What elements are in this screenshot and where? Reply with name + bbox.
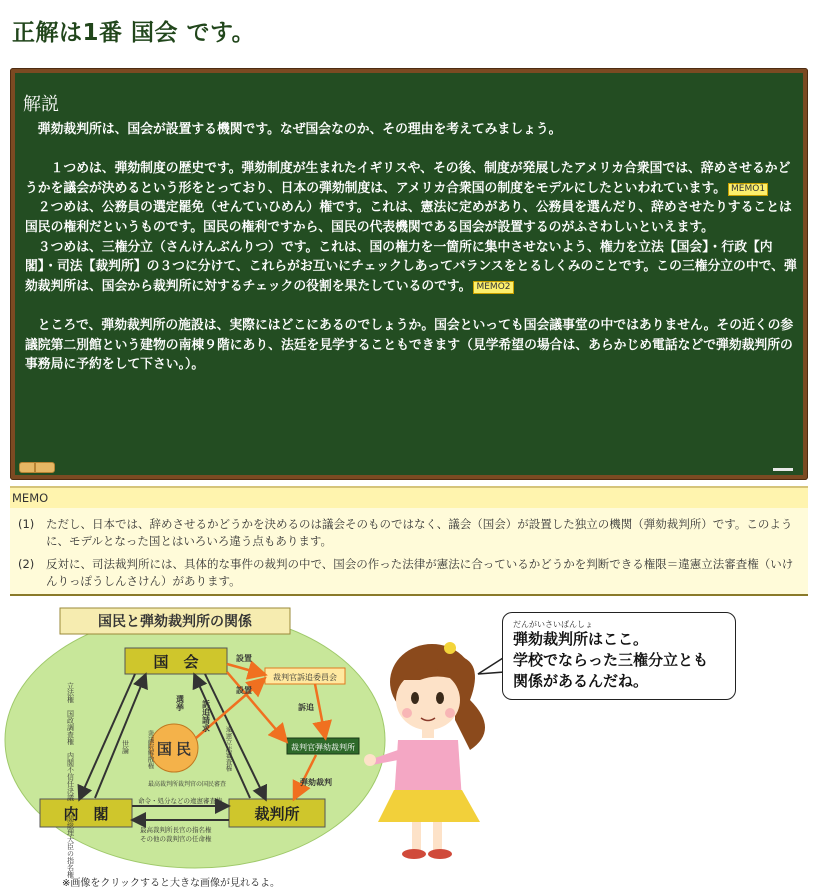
- explanation-heading: 解説: [23, 94, 59, 115]
- eraser-icon: [773, 468, 793, 471]
- label-sotsui: 訴追: [298, 703, 314, 712]
- bubble-tail: [478, 658, 504, 674]
- blackboard: [15, 73, 803, 475]
- label-seron: 世論: [121, 740, 129, 754]
- memo-item-1: (1) ただし、日本では、辞めさせるかどうかを決めるのは議会そのものではなく、議会（国会）が設置した独立の機関（弾劾裁判所）です。このように、モデルとなった国とはいろいろ違う点もあります。: [18, 517, 793, 548]
- memo1-link[interactable]: MEMO1: [728, 183, 768, 196]
- label-naikaku-to-kokkai: 衆議院解散権: [146, 730, 154, 769]
- chalk-icon: [19, 462, 55, 473]
- explanation-paragraph-3: ３つめは、三権分立（さんけんぶんりつ）です。これは、国の権力を一箇所に集中させないよう、権力を立法【国会】・行政【内閣】・司法【裁判所】の３つに分けて、これらがお互いにチェックしあってバランスをとるしくみのことです。この三権分立の中で、弾劾裁判所は、国会から裁判所に対するチェックの役割を果たしているのです。 MEMO2: [25, 239, 797, 294]
- label-saiban-to-kokkai: 違憲立法審査権: [224, 726, 232, 772]
- result-title: 正解は1番 国会 です。: [12, 20, 256, 46]
- speech-bubble: [502, 612, 736, 700]
- label-kokumin-shinsa: 最高裁判所裁判官の国民審査: [148, 782, 227, 788]
- label-naikaku-saiban-bottom-1: 最高裁判所長官の指名権: [140, 827, 212, 834]
- bubble-ruby: だんがいさいばんしょ: [513, 620, 593, 629]
- label-setchi-2: 設置: [236, 686, 252, 695]
- dangai-label: 裁判官弾劾裁判所: [291, 743, 355, 752]
- label-dangai-saiban: 弾劾裁判: [300, 778, 332, 787]
- explanation-paragraph-4: ところで、弾劾裁判所の施設は、実際にはどこにあるのでしょうか。国会といっても国会議事堂の中ではありません。その近くの参議院第二別館という建物の南棟９階にあり、法廷を見学することもできます（見学希望の場合は、あらかじめ電話などで弾劾裁判所の事務局に予約をして下さい。）。: [25, 317, 794, 373]
- label-setchi-1: 設置: [236, 654, 252, 663]
- kokkai-label: 国 会: [153, 654, 199, 671]
- diagram-title: 国民と弾劾裁判所の関係: [98, 613, 252, 629]
- kokumin-label: 国 民: [156, 741, 192, 758]
- label-naikaku-saiban-top: 命令・処分などの違憲審査権: [138, 798, 223, 805]
- label-naikaku-saiban-bottom-2: その他の裁判官の任命権: [140, 836, 212, 843]
- memo-box: [10, 486, 808, 596]
- sotsui-label: 裁判官訴追委員会: [273, 673, 337, 682]
- explanation-intro: 弾劾裁判所は、国会が設置する機関です。なぜ国会なのか、その理由を考えてみましょう。: [25, 122, 562, 137]
- label-senkyo: 選挙: [175, 695, 185, 711]
- memo-heading: MEMO: [10, 488, 808, 508]
- blackboard-frame: [10, 68, 808, 480]
- label-left-vertical: 立法権 国政調査権 内閣不信任決議 内閣総理大臣の指名権: [66, 682, 74, 878]
- memo2-link[interactable]: MEMO2: [473, 281, 513, 294]
- memo-list: [18, 516, 802, 596]
- memo-item-2: (2) 反対に、司法裁判所には、具体的な事件の裁判の中で、国会の作った法律が憲法に合っているかどうかを判断できる権限＝違憲立法審査権（いけんりっぽうしんさけん）があります。: [18, 557, 794, 588]
- explanation-paragraph-1: １つめは、弾劾制度の歴史です。弾劾制度が生まれたイギリスや、その後、制度が発展したアメリカ合衆国では、辞めさせるかどうかを議会が決めるという形をとっており、日本の弾劾制度は、アメリカ合衆国の制度をモデルにしたといわれています。 MEMO1: [25, 161, 791, 196]
- saibansho-label: 裁判所: [254, 806, 300, 823]
- explanation-paragraph-2: ２つめは、公務員の選定罷免（せんていひめん）権です。これは、憲法に定めがあり、公務員を選んだり、辞めさせたりすることは国民の権利だというものです。国民の権利ですから、国民の代表機関である国会が設置するのがふさわしいといえます。: [25, 200, 792, 235]
- image-caption: ※画像をクリックすると大きな画像が見れるよ。: [62, 878, 280, 889]
- label-center-up: 訴追請求: [201, 700, 211, 732]
- naikaku-label: 内 閣: [63, 806, 109, 823]
- bubble-text: 弾劾裁判所はここ。 学校でならった三権分立とも 関係があるんだね。: [513, 630, 709, 690]
- explanation-body: [25, 120, 797, 375]
